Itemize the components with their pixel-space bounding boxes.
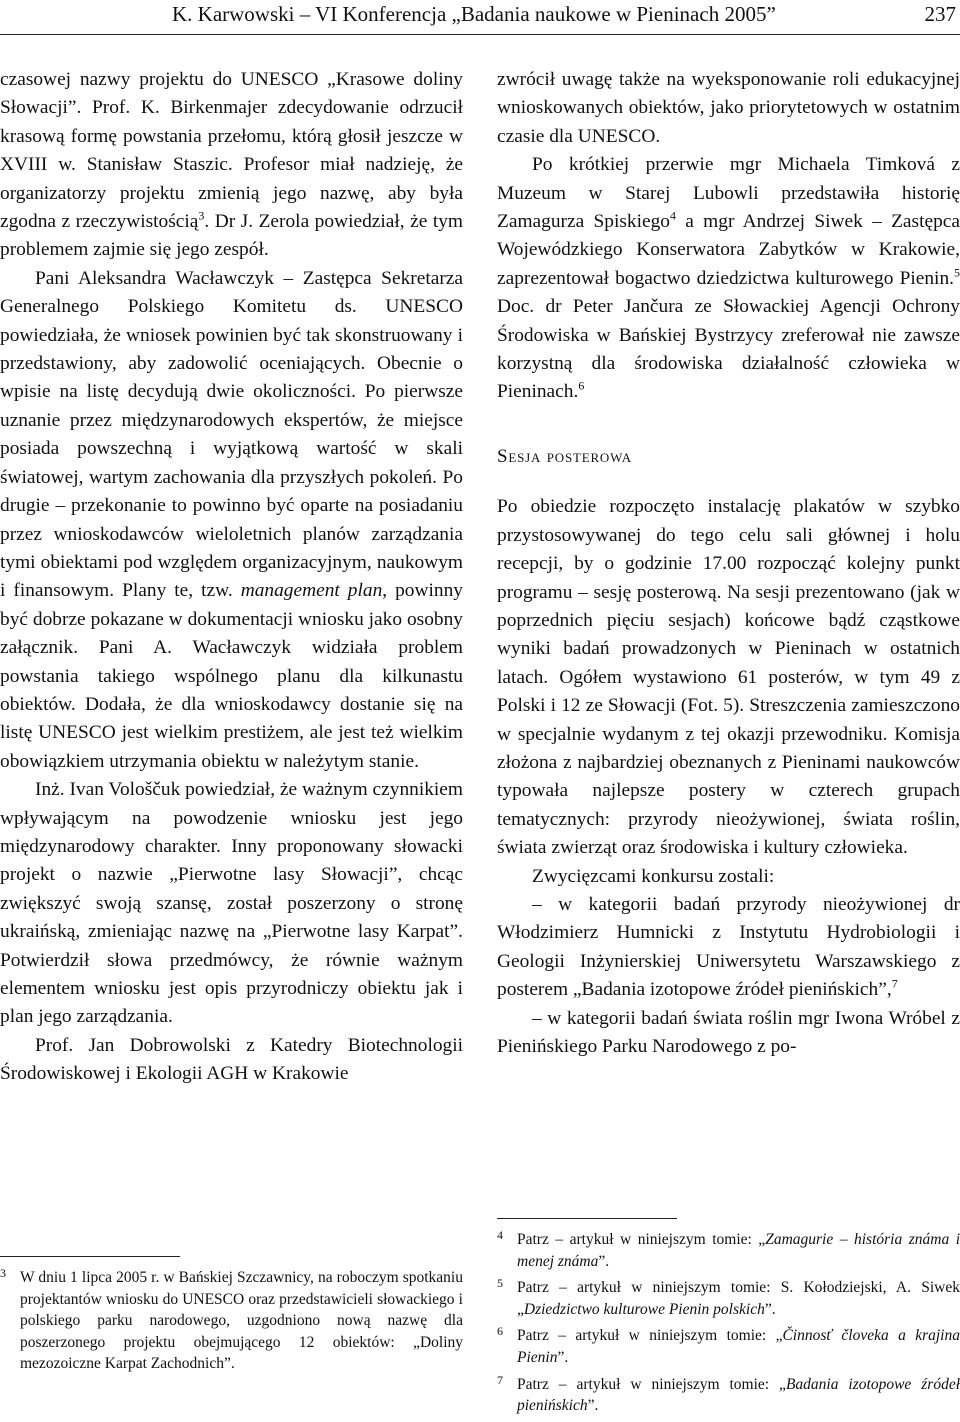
footnote-number: 5 [497,1276,503,1291]
footnote-ref[interactable]: 5 [954,265,960,280]
footnotes-left [0,1256,463,1380]
page-number: 237 [924,2,956,26]
footnote-rule [0,1256,180,1257]
paragraph: Po obiedzie rozpoczęto instalację plakatów w szybko przystosowywanej do tego celu sali głównej i holu recepcji, by o godzinie 17.00 rozpocząć kolejny punkt programu – sesję posterową. Na sesji prezentowano (jak w poprzednich pięciu sesjach) końcowe bądź cząstkowe wyniki badań prowadzonych w Pieninach w ostatnich latach. Ogółem wystawiono 61 posterów, w tym 49 z Polski i 12 ze Słowacji (Fot. 5). Streszczenia zamieszczono w specjalnie wydanym z tej okazji przewodniku. Komisja złożona z najbardziej obeznanych z Pieninami naukowców typowała najlepsze postery w czterech grupach tematycznych: przyrody nieożywionej, świata roślin, świata zwierząt oraz środowiska i kultury człowieka. [497,496,960,859]
paragraph: – w kategorii badań świata roślin mgr Iwona Wróbel z Pienińskiego Parku Narodowego z po- [497,1007,960,1057]
left-column [0,66,463,1089]
paragraph: zwrócił uwagę także na wyeksponowanie roli edukacyjnej wnioskowanych obiektów, jako priorytetowych w ostatnim czasie dla UNESCO. [497,69,960,147]
running-header [0,0,960,40]
paragraph: czasowej nazwy projektu do UNESCO „Krasowe doliny Słowacji”. Prof. K. Birkenmajer zdecydowanie odrzucił krasową formę powstania przełomu, którą głosił jeszcze w XVIII w. Stanisław Staszic. Profesor miał nadzieję, że organizatorzy projektu zmienią jego nazwę, aby była zgodna z rzeczywistością$^3$. Dr J. Zerola powiedział, że tym problemem zajmie się jego zespół. [0,69,463,261]
footnote: 4 Patrz – artykuł w niniejszym tomie: „Zamagurie – história známa i menej známa”. [497,1229,960,1272]
footnote: 7 Patrz – artykuł w niniejszym tomie: „Badania izotopowe źródeł pienińskich”. [497,1374,960,1417]
running-title: K. Karwowski – VI Konferencja „Badania naukowe w Pieninach 2005” [172,2,776,26]
footnote-rule [497,1218,677,1219]
cited-title: Badania izotopowe źródeł pienińskich [517,1375,960,1415]
footnote-ref[interactable]: 4 [669,208,676,223]
footnote: 5 Patrz – artykuł w niniejszym tomie: S. Kołodziejski, A. Siwek „Dziedzictwo kulturowe Pienin polskich”. [497,1277,960,1320]
footnote-ref[interactable]: 6 [578,379,585,393]
paragraph: Zwycięzcami konkursu zostali: [532,865,775,887]
section-heading: Sesja posterowa [497,445,632,467]
right-column [497,66,960,1061]
footnote [0,1267,463,1375]
paragraph: Pani Aleksandra Wacławczyk – Zastępca Sekretarza Generalnego Polskiego Komitetu ds. UNESCO powiedziała, że wniosek powinien być tak skonstruowany i przedstawiony, aby zadowolić oceniających. Obecnie o wpisie na listę decydują dwie okoliczności. Po pierwsze uznanie przez międzynarodowych ekspertów, że miejsce posiada powszechną i wyjątkową wartość w skali światowej, wartym zachowania dla przyszłych pokoleń. Po drugie – przekonanie to powinno być oparte na posiadaniu przez wnioskodawców wieloletnich planów zarządzania tymi obiektami pod względem organizacyjnym, naukowym i finansowym. Plany te, tzw. management plan, powinny być dobrze pokazane w dokumentacji wniosku jako osobny załącznik. Pani A. Wacławczyk widziała problem powstania takiego wspólnego planu dla kilkunastu obiektów. Dodała, że dla wnioskodawcy dostanie się na listę UNESCO jest wielkim prestiżem, ale jest też wielkim obowiązkiem utrzymania obiektu w należytym stanie. [0,267,463,772]
header-rule [0,34,960,35]
footnotes-right [497,1218,960,1422]
footnote-number: 3 [0,1266,6,1280]
footnote: 6 Patrz – artykuł w niniejszym tomie: „Činnosť človeka a krajina Pienin”. [497,1325,960,1368]
cited-title: Zamagurie – história známa i menej známa [517,1231,960,1270]
cited-title: Dziedzictwo kulturowe Pienin polskich [523,1300,765,1318]
footnote-number: 7 [497,1372,503,1387]
footnote-number: 4 [497,1228,503,1242]
footnote-text: W dniu 1 lipca 2005 r. w Bańskiej Szczawnicy, na roboczym spotkaniu projektantów wniosku do UNESCO oraz przedstawicieli słowackiego i polskiego parku narodowego, uzgodniono nową nazwę dla poszerzonego projektu obejmującego 12 obiektów: „Doliny mezozoiczne Karpat Zachodnich”. [20,1269,463,1373]
paragraph: – w kategorii badań przyrody nieożywionej dr Włodzimierz Humnicki z Instytutu Hydrobiologii i Geologii Inżynierskiej Uniwersytetu Warszawskiego z posterem „Badania izotopowe źródeł pienińskich”,$^7$ [497,893,960,1001]
paragraph: Inż. Ivan Vološčuk powiedział, że ważnym czynnikiem wpływającym na powodzenie wniosku jest jego międzynarodowy charakter. Inny proponowany słowacki projekt o nazwie „Pierwotne lasy Słowacji”, chcąc zwiększyć swoją szansę, został poszerzony o stronę ukraińską, zmieniając nazwę na „Pierwotne lasy Karpat”. Potwierdził słowa przedmówcy, że równie ważnym elementem wniosku jest opis przyrodniczy obiektu jak i plan jego zarządzania. [0,779,463,1028]
footnote-ref[interactable]: 7 [891,976,898,991]
italic-term: management plan [240,580,383,602]
paragraph: Po krótkiej przerwie mgr Michaela Timková z Muzeum w Starej Lubowli przedstawiła historię Zamagurza Spiskiego$^4$ a mgr Andrzej Siwek – Zastępca Wojewódzkiego Konserwatora Zabytków w Krakowie, zaprezentował bogactwo dziedzictwa kulturowego Pienin.$^5$ Doc. dr Peter Jančura ze Słowackiej Agencji Ochrony Środowiska w Bańskiej Bystrzycy zreferował nie zawsze korzystną dla środowiska działalność człowieka w Pieninach.$^6$ [497,154,960,403]
footnote-number: 6 [497,1324,503,1339]
cited-title: Činnosť človeka a krajina Pienin [517,1327,960,1366]
footnote-ref[interactable]: 3 [198,208,205,223]
paragraph: Prof. Jan Dobrowolski z Katedry Biotechnologii Środowiskowej i Ekologii AGH w Krakowie [0,1034,463,1085]
